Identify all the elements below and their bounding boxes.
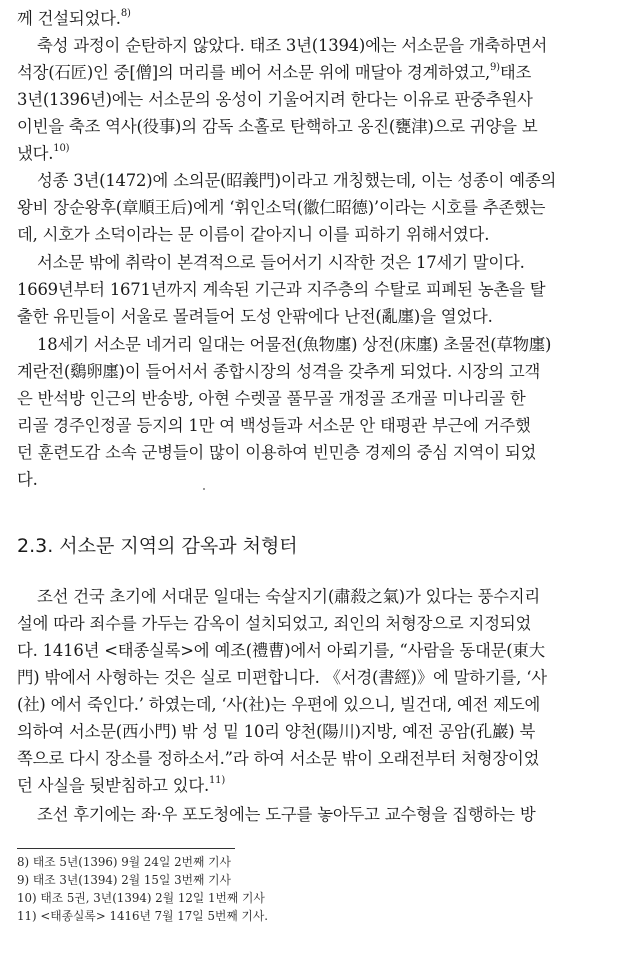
text-line: 설에 따라 죄수를 가두는 감옥이 설치되었고, 죄인의 처형장으로 지정되었 [17,614,532,633]
text-line: 조선 후기에는 좌·우 포도청에는 도구를 놓아두고 교수형을 집행하는 방 [37,805,536,824]
footnote-divider [17,848,235,849]
section-heading: 2.3. 서소문 지역의 감옥과 처형터 [17,535,298,557]
text-line: 리골 경주인정골 등지의 1만 여 백성들과 서소문 안 태평관 부근에 거주했 [17,416,531,435]
text-line: 성종 3년(1472)에 소의문(昭義門)이라고 개칭했는데, 이는 성종이 예종의 [37,171,557,190]
text-line: 데, 시호가 소덕이라는 문 이름이 같아지니 이를 피하기 위해서였다. [17,225,490,244]
text-line: 냈다.$^{10)}$ [17,142,70,163]
text-line: 의하여 서소문(西小門) 밖 성 밑 10리 양천(陽川)지방, 예전 공암(孔巖) 북 [17,722,536,741]
footnote-ref[interactable]: 9) [490,61,500,73]
text-line: 18세기 서소문 네거리 일대는 어물전(魚物廛) 상전(床廛) 초물전(草物廛) [37,335,552,354]
footnote-ref[interactable]: 8) [120,7,131,19]
text-line: 던 사실을 뒷받침하고 있다.$^{11)}$ [17,774,226,795]
text-line: 계란전(鷄卵廛)이 들어서서 종합시장의 성격을 갖추게 되었다. 시장의 고객 [17,362,541,381]
footnote-ref[interactable]: 10) [53,142,70,154]
text-line: 3년(1396년)에는 서소문의 옹성이 기울어지려 한다는 이유로 판중추원사 [17,90,533,109]
text-line: 조선 건국 초기에 서대문 일대는 숙살지기(肅殺之氣)가 있다는 풍수지리 [37,587,541,606]
text-line: 께 건설되었다.$^{8)}$ [17,7,131,28]
text-line: 門) 밖에서 사형하는 것은 실로 미편합니다. 《서경(書經)》에 말하기를, ‘사 [17,668,547,687]
text-line: 다. 1416년 <태종실록>에 예조(禮曹)에서 아뢰기를, “사람을 동대문(東大 [17,641,545,660]
footnote-ref[interactable]: 11) [209,774,226,786]
footnote: 11) <태종실록> 1416년 7월 17일 5번째 기사. [17,909,269,923]
text-line: 왕비 장순왕후(章順王后)에게 ‘휘인소덕(徽仁昭德)’이라는 시호를 추존했는 [17,198,546,217]
text-line: 던 훈련도감 소속 군병들이 많이 이용하여 빈민층 경제의 중심 지역이 되었 [17,443,537,462]
text-line: 서소문 밖에 취락이 본격적으로 들어서기 시작한 것은 17세기 말이다. [37,253,525,272]
text-line: 축성 과정이 순탄하지 않았다. 태조 3년(1394)에는 서소문을 개축하면서 [37,36,548,55]
footnote: 10) 태조 5권, 3년(1394) 2월 12일 1번째 기사 [17,891,265,905]
text-line: 출한 유민들이 서울로 몰려들어 도성 안팎에다 난전(亂廛)을 열었다. [17,307,493,326]
text-line: (社) 에서 죽인다.’ 하였는데, ‘사(社)는 우편에 있으니, 빌건대, 예전 제도에 [17,695,541,714]
text-line: 다. [17,470,38,489]
text-line: 쪽으로 다시 장소를 정하소서.”라 하여 서소문 밖이 오래전부터 처형장이었 [17,749,540,768]
footnote: 9) 태조 3년(1394) 2월 15일 3번째 기사 [17,873,231,887]
stray-dot [203,488,205,490]
text-line: 1669년부터 1671년까지 계속된 기근과 지주층의 수탈로 피폐된 농촌을 탈 [17,280,546,299]
footnote: 8) 태조 5년(1396) 9월 24일 2번째 기사 [17,855,231,869]
text-line: 은 반석방 인근의 반송방, 아현 수렛골 풀무골 개정골 조개골 미나리골 한 [17,389,526,408]
text-line: 이빈을 축조 역사(役事)의 감독 소홀로 탄핵하고 옹진(甕津)으로 귀양을 보 [17,117,538,136]
text-line: 석장(石匠)인 중[僧]의 머리를 베어 서소문 위에 매달아 경계하였고,$^{9)}$태조 [17,61,532,82]
